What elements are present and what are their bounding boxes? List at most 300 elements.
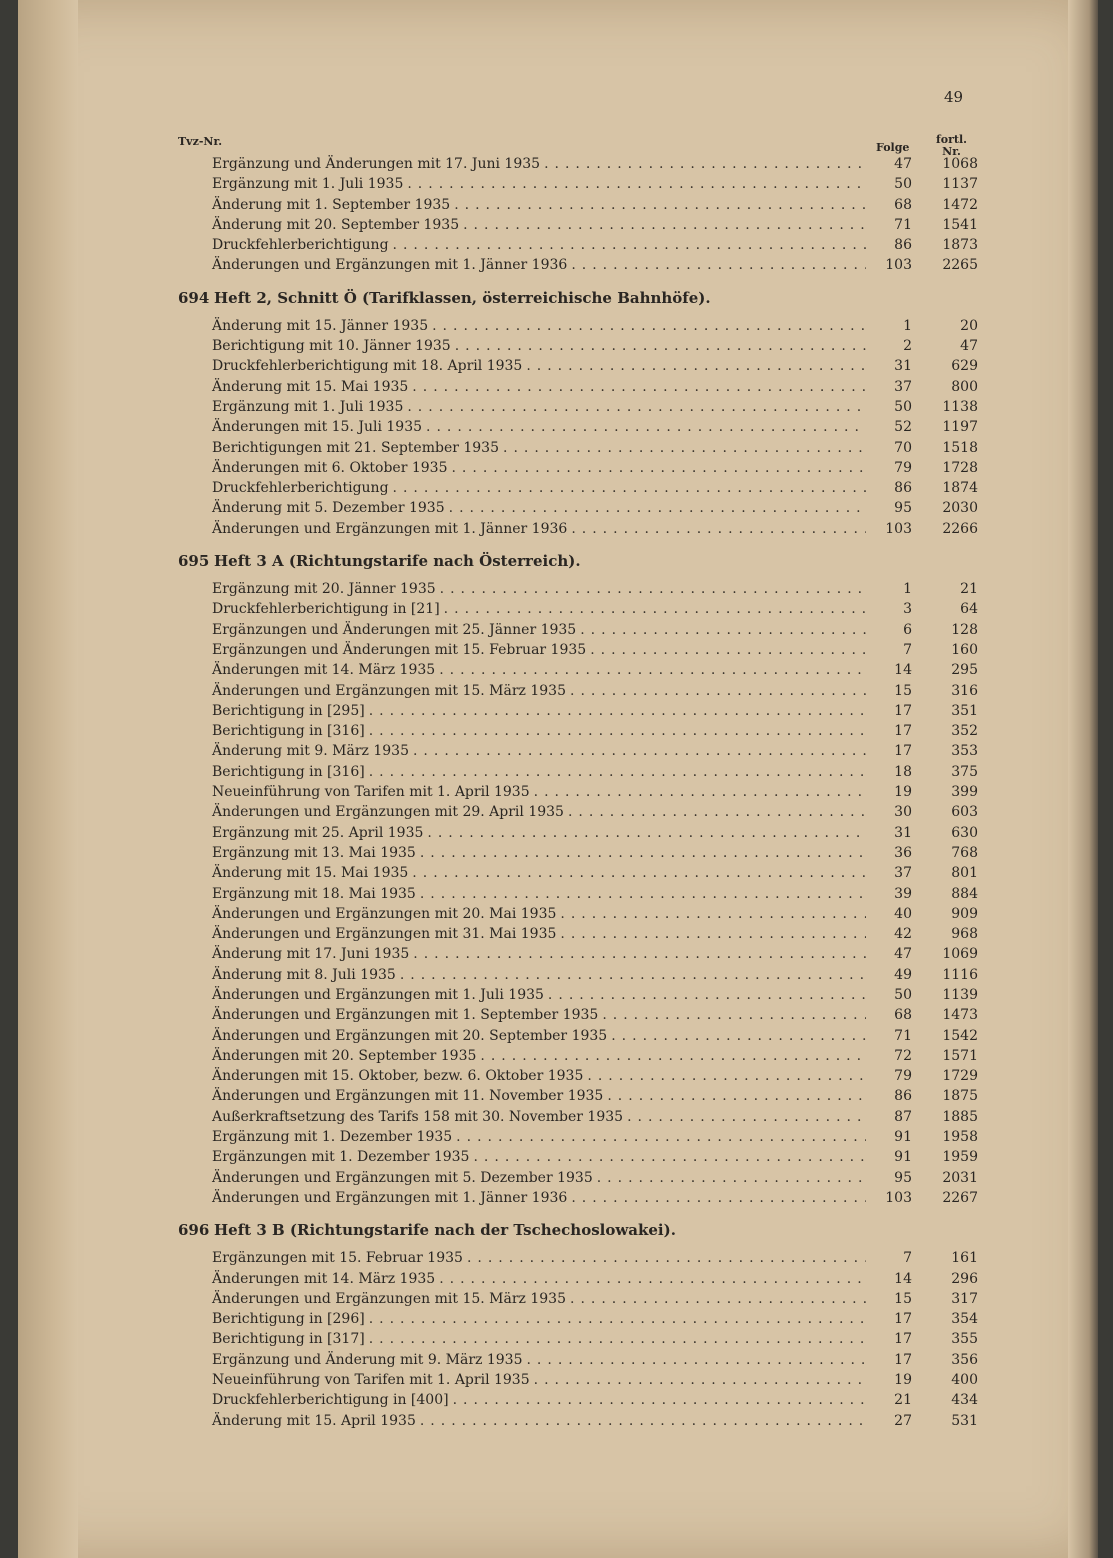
- entry-folge: 103: [885, 520, 912, 537]
- entry-folge: 39: [894, 885, 912, 902]
- entry-row: [178, 924, 978, 944]
- page-gutter: [18, 0, 78, 1558]
- entry-nr: 800: [951, 378, 978, 395]
- entry-folge: 21: [894, 1392, 912, 1409]
- entry-text: Änderung mit 17. Juni 1935: [212, 946, 410, 963]
- entry-folge: 3: [903, 601, 912, 618]
- entry-folge: 19: [894, 784, 912, 801]
- entry-nr: 2266: [942, 520, 978, 537]
- entry-row: [178, 1411, 978, 1431]
- entry-folge: 15: [894, 682, 912, 699]
- entry-nr: 351: [951, 702, 978, 719]
- entry-text: Ergänzungen und Änderungen mit 15. Februar 1935: [212, 641, 587, 658]
- entry-nr: 316: [951, 682, 978, 699]
- section-title: Heft 3 A (Richtungstarife nach Österreich).: [214, 552, 581, 571]
- entry-row: [178, 660, 978, 680]
- entry-folge: 79: [894, 459, 912, 476]
- leader-dots: [607, 1086, 866, 1106]
- entry-nr: 1571: [942, 1047, 978, 1064]
- entry-row: [178, 417, 978, 437]
- entry-text: Änderungen und Ergänzungen mit 1. Jänner 1936: [212, 257, 568, 274]
- leader-dots: [548, 985, 866, 1005]
- entry-nr: 2030: [942, 500, 978, 517]
- entry-nr: 1873: [942, 237, 978, 254]
- entry-folge: 17: [894, 1311, 912, 1328]
- leader-dots: [427, 823, 866, 843]
- entry-folge: 31: [894, 358, 912, 375]
- leader-dots: [544, 154, 866, 174]
- entry-folge: 103: [885, 1189, 912, 1206]
- entry-row: [178, 1107, 978, 1127]
- leader-dots: [580, 620, 866, 640]
- entry-folge: 42: [894, 926, 912, 943]
- entry-folge: 47: [894, 156, 912, 172]
- header-folge: Folge: [876, 141, 910, 154]
- entry-text: Außerkraftsetzung des Tarifs 158 mit 30. November 1935: [212, 1108, 624, 1125]
- leader-dots: [420, 884, 866, 904]
- entry-text: Ergänzung mit 1. Juli 1935: [212, 176, 404, 193]
- entry-row: [178, 1127, 978, 1147]
- entry-row: [178, 1390, 978, 1410]
- entry-row: [178, 782, 978, 802]
- entry-nr: 1137: [942, 176, 978, 193]
- leader-dots: [420, 1411, 866, 1431]
- entry-nr: 354: [951, 1311, 978, 1328]
- entry-row: [178, 1269, 978, 1289]
- leader-dots: [534, 782, 866, 802]
- section-number: 695: [178, 552, 210, 571]
- entry-text: Änderung mit 5. Dezember 1935: [212, 500, 445, 517]
- entry-text: Ergänzung mit 25. April 1935: [212, 824, 424, 841]
- entry-folge: 7: [903, 641, 912, 658]
- header-fortl-line2: Nr.: [942, 145, 961, 158]
- entry-row: [178, 1248, 978, 1268]
- entry-row: [178, 823, 978, 843]
- entry-row: [178, 1289, 978, 1309]
- entry-text: Ergänzungen mit 15. Februar 1935: [212, 1250, 463, 1267]
- entry-row: [178, 397, 978, 417]
- entry-folge: 68: [894, 1007, 912, 1024]
- entry-nr: 768: [951, 844, 978, 861]
- entry-nr: 1958: [942, 1129, 978, 1146]
- leader-dots: [426, 417, 866, 437]
- entry-nr: 1885: [942, 1108, 978, 1125]
- leader-dots: [369, 721, 866, 741]
- section-title: Heft 2, Schnitt Ö (Tarifklassen, österreichische Bahnhöfe).: [214, 288, 711, 307]
- entry-folge: 50: [894, 986, 912, 1003]
- entry-folge: 86: [894, 1088, 912, 1105]
- entry-nr: 1472: [942, 196, 978, 213]
- entry-folge: 19: [894, 1372, 912, 1389]
- entry-nr: 47: [960, 338, 978, 355]
- entry-folge: 17: [894, 723, 912, 740]
- entry-nr: 531: [951, 1412, 978, 1429]
- entry-folge: 71: [894, 216, 912, 233]
- entry-text: Berichtigung in [317]: [212, 1331, 365, 1348]
- section-number: 694: [178, 288, 210, 307]
- page-number: 49: [944, 88, 964, 106]
- entry-nr: 1068: [942, 156, 978, 172]
- entry-row: [178, 1168, 978, 1188]
- entry-nr: 353: [951, 743, 978, 760]
- entry-row: [178, 884, 978, 904]
- section-number: 696: [178, 1221, 210, 1240]
- page-edge: [1068, 0, 1098, 1558]
- entry-nr: 1875: [942, 1088, 978, 1105]
- entry-nr: 1542: [942, 1027, 978, 1044]
- leader-dots: [451, 458, 866, 478]
- leader-dots: [526, 1350, 866, 1370]
- entry-row: [178, 195, 978, 215]
- entry-text: Berichtigungen mit 21. September 1935: [212, 439, 499, 456]
- entry-nr: 160: [951, 641, 978, 658]
- section-heading: [178, 1216, 978, 1244]
- leader-dots: [560, 904, 866, 924]
- entry-row: [178, 215, 978, 235]
- entry-row: [178, 944, 978, 964]
- entry-text: Änderung mit 15. Mai 1935: [212, 378, 409, 395]
- entry-nr: 399: [951, 784, 978, 801]
- entry-folge: 1: [903, 581, 912, 598]
- entry-row: [178, 1005, 978, 1025]
- leader-dots: [454, 195, 866, 215]
- leader-dots: [560, 924, 866, 944]
- entry-folge: 1: [903, 317, 912, 334]
- entry-folge: 95: [894, 500, 912, 517]
- entry-nr: 1541: [942, 216, 978, 233]
- entry-folge: 72: [894, 1047, 912, 1064]
- entry-folge: 17: [894, 1351, 912, 1368]
- entry-folge: 36: [894, 844, 912, 861]
- entry-nr: 909: [951, 905, 978, 922]
- entry-folge: 50: [894, 176, 912, 193]
- leader-dots: [369, 701, 866, 721]
- entry-text: Ergänzung und Änderungen mit 17. Juni 1935: [212, 156, 541, 172]
- entry-row: [178, 1309, 978, 1329]
- entry-nr: 884: [951, 885, 978, 902]
- entry-row: [178, 255, 978, 275]
- entry-row: [178, 863, 978, 883]
- leader-dots: [444, 599, 866, 619]
- entry-folge: 47: [894, 946, 912, 963]
- entry-nr: 64: [960, 601, 978, 618]
- entry-folge: 49: [894, 966, 912, 983]
- leader-dots: [473, 1147, 866, 1167]
- section-heading: [178, 284, 978, 312]
- entry-text: Änderungen und Ergänzungen mit 29. April 1935: [212, 804, 564, 821]
- leader-dots: [456, 1127, 866, 1147]
- leader-dots: [439, 660, 866, 680]
- leader-dots: [369, 1329, 866, 1349]
- entry-text: Ergänzung und Änderung mit 9. März 1935: [212, 1351, 523, 1368]
- entry-text: Druckfehlerberichtigung mit 18. April 1935: [212, 358, 523, 375]
- entry-nr: 2265: [942, 257, 978, 274]
- entry-row: [178, 1329, 978, 1349]
- entry-row: [178, 1350, 978, 1370]
- leader-dots: [449, 498, 866, 518]
- leader-dots: [571, 255, 866, 275]
- entry-row: [178, 458, 978, 478]
- entry-text: Ergänzungen mit 1. Dezember 1935: [212, 1149, 470, 1166]
- entry-folge: 31: [894, 824, 912, 841]
- entry-row: [178, 519, 978, 539]
- entry-text: Neueinführung von Tarifen mit 1. April 1935: [212, 1372, 530, 1389]
- entry-folge: 103: [885, 257, 912, 274]
- entry-text: Änderung mit 1. September 1935: [212, 196, 451, 213]
- leader-dots: [407, 174, 866, 194]
- leader-dots: [420, 843, 866, 863]
- leader-dots: [393, 478, 866, 498]
- leader-dots: [570, 1289, 866, 1309]
- entry-nr: 20: [960, 317, 978, 334]
- leader-dots: [602, 1005, 866, 1025]
- entry-text: Änderungen mit 6. Oktober 1935: [212, 459, 448, 476]
- entry-folge: 17: [894, 1331, 912, 1348]
- entry-text: Druckfehlerberichtigung: [212, 237, 389, 254]
- leader-dots: [587, 1066, 866, 1086]
- entry-text: Änderungen und Ergänzungen mit 20. Mai 1935: [212, 905, 557, 922]
- entry-row: [178, 1026, 978, 1046]
- entry-folge: 91: [894, 1149, 912, 1166]
- entry-text: Ergänzung mit 13. Mai 1935: [212, 844, 416, 861]
- entry-folge: 91: [894, 1129, 912, 1146]
- entry-folge: 37: [894, 865, 912, 882]
- entry-text: Druckfehlerberichtigung in [400]: [212, 1392, 449, 1409]
- entry-row: [178, 235, 978, 255]
- leader-dots: [412, 863, 866, 883]
- entry-folge: 7: [903, 1250, 912, 1267]
- entry-nr: 2031: [942, 1169, 978, 1186]
- entry-text: Änderungen und Ergänzungen mit 1. Juli 1935: [212, 986, 544, 1003]
- entry-nr: 1729: [942, 1068, 978, 1085]
- entry-folge: 18: [894, 763, 912, 780]
- entry-text: Änderungen und Ergänzungen mit 1. Jänner 1936: [212, 1189, 568, 1206]
- entry-row: [178, 701, 978, 721]
- entry-nr: 295: [951, 662, 978, 679]
- entry-row: [178, 802, 978, 822]
- entry-text: Berichtigung in [316]: [212, 763, 365, 780]
- entry-nr: 1116: [942, 966, 978, 983]
- entry-folge: 86: [894, 237, 912, 254]
- entry-text: Änderung mit 15. April 1935: [212, 1412, 416, 1429]
- entry-row: [178, 741, 978, 761]
- leader-dots: [407, 397, 866, 417]
- entry-text: Berichtigung in [316]: [212, 723, 365, 740]
- entry-row: [178, 1086, 978, 1106]
- entry-row: [178, 985, 978, 1005]
- section-title: Heft 3 B (Richtungstarife nach der Tschechoslowakei).: [214, 1221, 676, 1240]
- entry-folge: 14: [894, 662, 912, 679]
- entry-text: Druckfehlerberichtigung in [21]: [212, 601, 440, 618]
- entry-folge: 2: [903, 338, 912, 355]
- entry-text: Ergänzung mit 20. Jänner 1935: [212, 581, 436, 598]
- entry-text: Berichtigung in [296]: [212, 1311, 365, 1328]
- entry-text: Änderung mit 8. Juli 1935: [212, 966, 396, 983]
- leader-dots: [611, 1026, 866, 1046]
- entry-folge: 95: [894, 1169, 912, 1186]
- leader-dots: [571, 1188, 866, 1208]
- entry-folge: 30: [894, 804, 912, 821]
- entry-row: [178, 174, 978, 194]
- entry-nr: 1069: [942, 946, 978, 963]
- entry-row: [178, 1066, 978, 1086]
- entry-row: [178, 356, 978, 376]
- leader-dots: [369, 1309, 866, 1329]
- entry-text: Änderung mit 9. März 1935: [212, 743, 409, 760]
- entry-folge: 17: [894, 702, 912, 719]
- entry-row: [178, 438, 978, 458]
- entry-text: Änderungen mit 14. März 1935: [212, 662, 436, 679]
- entry-text: Änderungen und Ergänzungen mit 1. Jänner 1936: [212, 520, 568, 537]
- entry-row: [178, 336, 978, 356]
- entry-row: [178, 843, 978, 863]
- leader-dots: [412, 377, 866, 397]
- entry-text: Änderungen und Ergänzungen mit 11. November 1935: [212, 1088, 604, 1105]
- entry-nr: 603: [951, 804, 978, 821]
- entry-row: [178, 640, 978, 660]
- entry-nr: 801: [951, 865, 978, 882]
- leader-dots: [597, 1168, 866, 1188]
- entry-text: Änderungen und Ergänzungen mit 1. September 1935: [212, 1007, 599, 1024]
- entry-folge: 68: [894, 196, 912, 213]
- entry-nr: 296: [951, 1270, 978, 1287]
- entry-text: Ergänzung mit 1. Dezember 1935: [212, 1129, 453, 1146]
- leader-dots: [400, 965, 866, 985]
- entry-folge: 40: [894, 905, 912, 922]
- entry-row: [178, 154, 978, 174]
- entry-folge: 52: [894, 419, 912, 436]
- entry-row: [178, 1147, 978, 1167]
- entry-text: Änderung mit 20. September 1935: [212, 216, 460, 233]
- entry-text: Änderungen und Ergänzungen mit 20. September 1935: [212, 1027, 608, 1044]
- entry-nr: 968: [951, 926, 978, 943]
- entry-nr: 1518: [942, 439, 978, 456]
- leader-dots: [526, 356, 866, 376]
- entry-nr: 1197: [942, 419, 978, 436]
- leader-dots: [590, 640, 866, 660]
- entry-text: Berichtigung in [295]: [212, 702, 365, 719]
- leader-dots: [463, 215, 866, 235]
- entry-row: [178, 498, 978, 518]
- leader-dots: [393, 235, 866, 255]
- entry-folge: 14: [894, 1270, 912, 1287]
- entry-text: Änderungen mit 20. September 1935: [212, 1047, 477, 1064]
- entry-folge: 17: [894, 743, 912, 760]
- entry-nr: 317: [951, 1290, 978, 1307]
- leader-dots: [432, 316, 866, 336]
- entry-row: [178, 681, 978, 701]
- entry-nr: 21: [960, 581, 978, 598]
- entry-text: Ergänzungen und Änderungen mit 25. Jänner 1935: [212, 621, 577, 638]
- entry-text: Ergänzung mit 18. Mai 1935: [212, 885, 416, 902]
- entry-text: Änderungen mit 14. März 1935: [212, 1270, 436, 1287]
- entry-row: [178, 965, 978, 985]
- entry-row: [178, 721, 978, 741]
- entry-folge: 79: [894, 1068, 912, 1085]
- entry-text: Änderungen mit 15. Oktober, bezw. 6. Oktober 1935: [212, 1068, 584, 1085]
- entry-text: Änderung mit 15. Mai 1935: [212, 865, 409, 882]
- leader-dots: [570, 681, 866, 701]
- entry-folge: 87: [894, 1108, 912, 1125]
- entry-folge: 86: [894, 480, 912, 497]
- entry-folge: 37: [894, 378, 912, 395]
- entry-nr: 1138: [942, 398, 978, 415]
- entry-nr: 1139: [942, 986, 978, 1003]
- leader-dots: [413, 741, 866, 761]
- index-list: [178, 154, 978, 1431]
- entry-text: Änderungen und Ergänzungen mit 15. März 1935: [212, 1290, 566, 1307]
- leader-dots: [503, 438, 866, 458]
- entry-text: Änderungen und Ergänzungen mit 15. März 1935: [212, 682, 566, 699]
- leader-dots: [534, 1370, 866, 1390]
- leader-dots: [568, 802, 866, 822]
- entry-text: Änderungen und Ergänzungen mit 31. Mai 1935: [212, 926, 557, 943]
- entry-row: [178, 904, 978, 924]
- entry-nr: 1874: [942, 480, 978, 497]
- entry-text: Änderungen und Ergänzungen mit 5. Dezember 1935: [212, 1169, 593, 1186]
- leader-dots: [467, 1248, 866, 1268]
- entry-nr: 630: [951, 824, 978, 841]
- entry-nr: 1959: [942, 1149, 978, 1166]
- entry-row: [178, 599, 978, 619]
- entry-row: [178, 316, 978, 336]
- entry-text: Ergänzung mit 1. Juli 1935: [212, 398, 404, 415]
- section-heading: [178, 547, 978, 575]
- entry-nr: 352: [951, 723, 978, 740]
- entry-folge: 27: [894, 1412, 912, 1429]
- leader-dots: [571, 519, 866, 539]
- entry-nr: 128: [951, 621, 978, 638]
- entry-nr: 356: [951, 1351, 978, 1368]
- leader-dots: [627, 1107, 866, 1127]
- entry-folge: 71: [894, 1027, 912, 1044]
- entry-text: Änderungen mit 15. Juli 1935: [212, 419, 423, 436]
- leader-dots: [480, 1046, 866, 1066]
- leader-dots: [440, 579, 866, 599]
- header-fortl-line1: fortl.: [936, 133, 967, 146]
- entry-nr: 434: [951, 1392, 978, 1409]
- leader-dots: [453, 1390, 866, 1410]
- entry-folge: 6: [903, 621, 912, 638]
- leader-dots: [455, 336, 866, 356]
- entry-row: [178, 762, 978, 782]
- entry-folge: 70: [894, 439, 912, 456]
- entry-text: Änderung mit 15. Jänner 1935: [212, 317, 429, 334]
- entry-row: [178, 1370, 978, 1390]
- entry-nr: 375: [951, 763, 978, 780]
- entry-nr: 355: [951, 1331, 978, 1348]
- entry-row: [178, 1188, 978, 1208]
- entry-row: [178, 579, 978, 599]
- entry-row: [178, 1046, 978, 1066]
- leader-dots: [413, 944, 866, 964]
- leader-dots: [439, 1269, 866, 1289]
- entry-folge: 50: [894, 398, 912, 415]
- entry-nr: 161: [951, 1250, 978, 1267]
- entry-nr: 629: [951, 358, 978, 375]
- entry-nr: 400: [951, 1372, 978, 1389]
- entry-row: [178, 620, 978, 640]
- entry-row: [178, 478, 978, 498]
- header-tvz-nr: Tvz-Nr.: [178, 135, 223, 148]
- entry-nr: 1728: [942, 459, 978, 476]
- leader-dots: [369, 762, 866, 782]
- entry-text: Druckfehlerberichtigung: [212, 480, 389, 497]
- entry-nr: 1473: [942, 1007, 978, 1024]
- entry-text: Neueinführung von Tarifen mit 1. April 1935: [212, 784, 530, 801]
- entry-row: [178, 377, 978, 397]
- book-page: [18, 0, 1098, 1558]
